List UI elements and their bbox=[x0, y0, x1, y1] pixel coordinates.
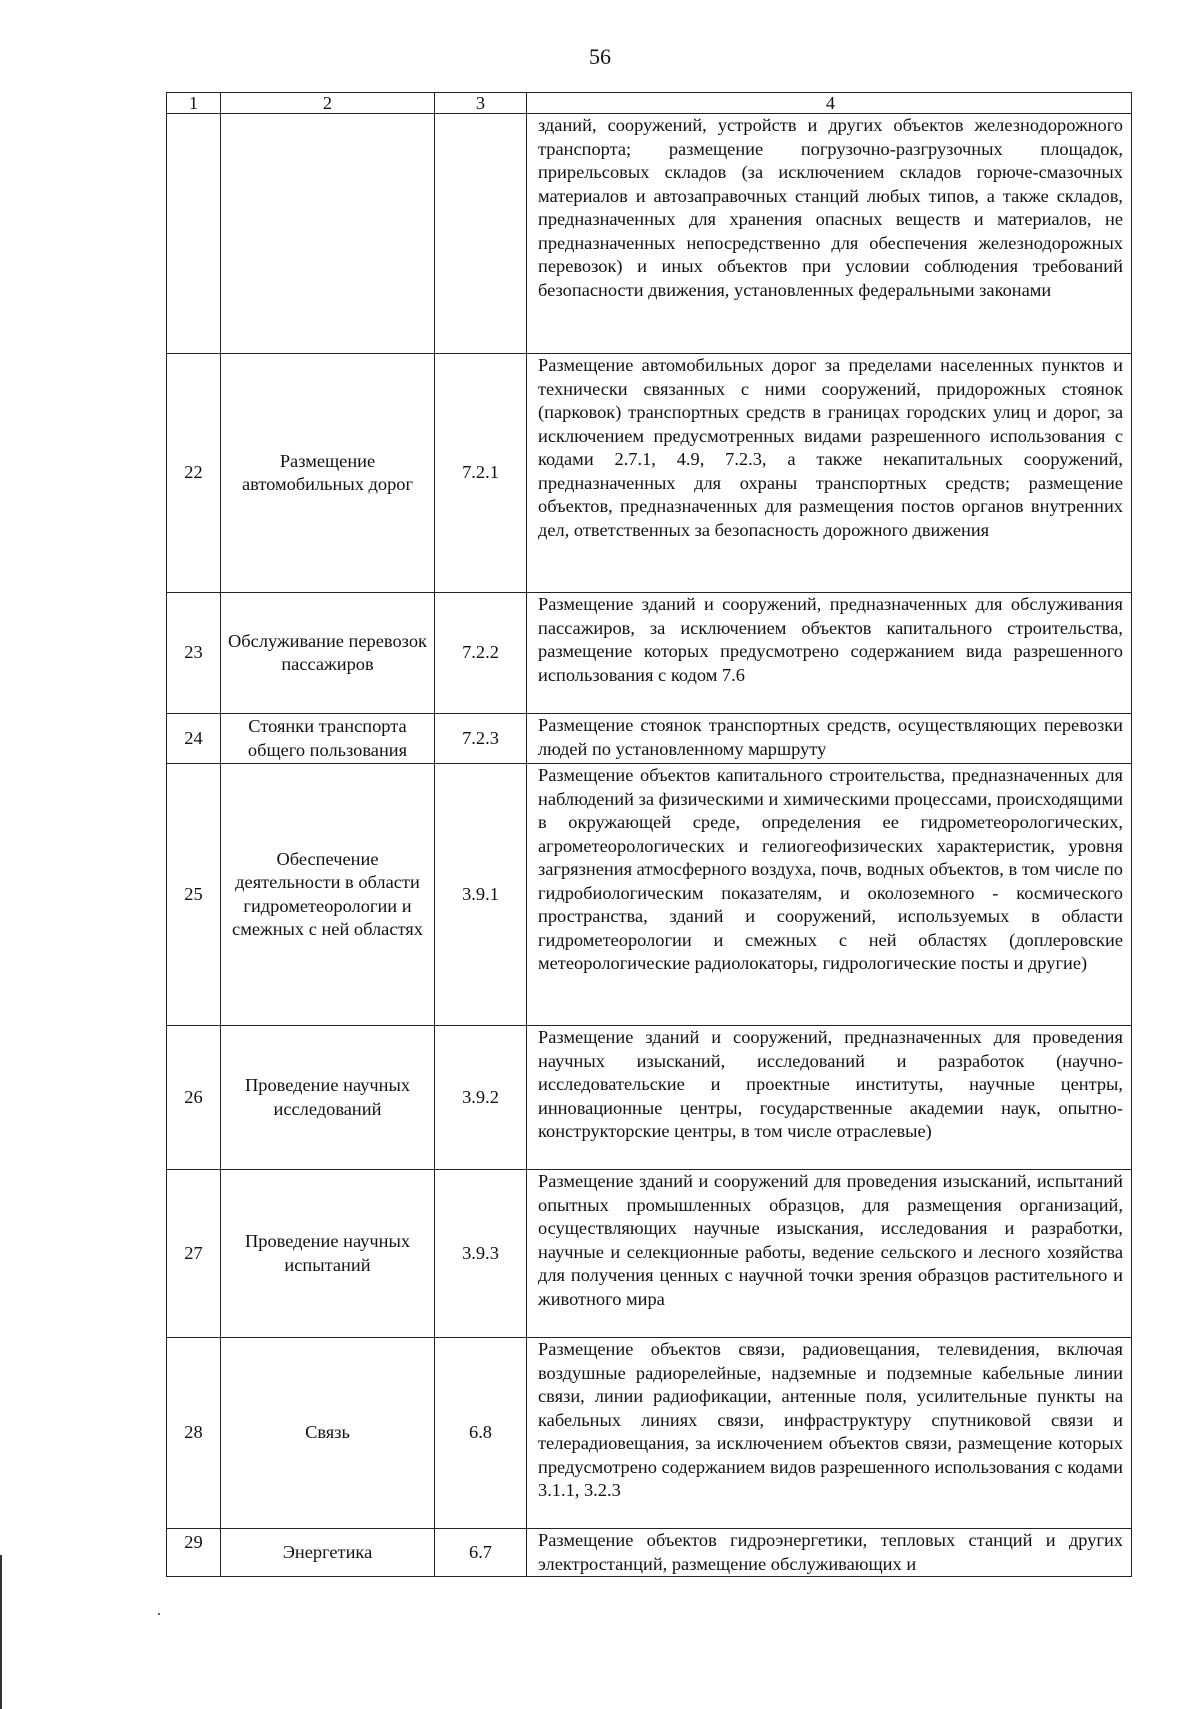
row-code: 6.8 bbox=[435, 1338, 527, 1529]
row-name: Обслуживание перевозок пассажиров bbox=[221, 593, 435, 714]
row-description: Размещение зданий и сооружений, предназначенных для обслуживания пассажиров, за исключением объектов капитального строительства, размещение которых предусмотрено содержанием вида разрешенного использования с кодом 7.6 bbox=[527, 593, 1132, 714]
table-row bbox=[167, 1338, 1132, 1529]
row-code: 3.9.3 bbox=[435, 1170, 527, 1338]
row-code: 7.2.3 bbox=[435, 714, 527, 764]
table-row bbox=[167, 1529, 1132, 1577]
table-row bbox=[167, 354, 1132, 593]
row-description: Размещение стоянок транспортных средств, осуществляющих перевозки людей по установленному маршруту bbox=[527, 714, 1132, 764]
column-header-2: 2 bbox=[221, 93, 435, 114]
row-name: Проведение научных испытаний bbox=[221, 1170, 435, 1338]
row-number: 25 bbox=[167, 764, 221, 1026]
row-code: 6.7 bbox=[435, 1529, 527, 1577]
row-description: Размещение зданий и сооружений для проведения изысканий, испытаний опытных промышленных образцов, для размещения организаций, осуществляющих научные изыскания, исследования и разработки, научные и селекционные работы, ведение сельского и лесного хозяйства для получения ценных с научной точки зрения образцов растительного и животного мира bbox=[527, 1170, 1132, 1338]
row-number: 23 bbox=[167, 593, 221, 714]
table-row bbox=[167, 1026, 1132, 1170]
row-description: Размещение объектов связи, радиовещания, телевидения, включая воздушные радиорелейные, надземные и подземные кабельные линии связи, линии радиофикации, антенные поля, усилительные пункты на кабельных линиях связи, инфраструктуру спутниковой связи и телерадиовещания, за исключением объектов связи, размещение которых предусмотрено содержанием видов разрешенного использования с кодами 3.1.1, 3.2.3 bbox=[527, 1338, 1132, 1529]
row-code bbox=[435, 114, 527, 354]
scan-margin-line bbox=[0, 1555, 2, 1709]
column-header-1: 1 bbox=[167, 93, 221, 114]
page-number: 56 bbox=[589, 44, 611, 69]
row-number: 26 bbox=[167, 1026, 221, 1170]
table-header-row bbox=[167, 93, 1132, 114]
row-name: Размещение автомобильных дорог bbox=[221, 354, 435, 593]
table-row bbox=[167, 764, 1132, 1026]
row-number: 24 bbox=[167, 714, 221, 764]
column-header-3: 3 bbox=[435, 93, 527, 114]
row-description: Размещение объектов капитального строительства, предназначенных для наблюдений за физическими и химическими процессами, происходящими в окружающей среде, определения ее гидрометеорологических, агрометеорологических и гелиогеофизических характеристик, уровня загрязнения атмосферного воздуха, почв, водных объектов, в том числе по гидробиологическим показателям, и околоземного - космического пространства, зданий и сооружений, используемых в области гидрометеорологии и смежных с ней областях (доплеровские метеорологические радиолокаторы, гидрологические посты и другие) bbox=[527, 764, 1132, 1026]
table-row bbox=[167, 1170, 1132, 1338]
row-name bbox=[221, 114, 435, 354]
row-name: Обеспечение деятельности в области гидрометеорологии и смежных с ней областях bbox=[221, 764, 435, 1026]
row-description: зданий, сооружений, устройств и других объектов железнодорожного транспорта; размещение погрузочно-разгрузочных площадок, прирельсовых складов (за исключением складов горюче-смазочных материалов и автозаправочных станций любых типов, а также складов, предназначенных для хранения опасных веществ и материалов, не предназначенных непосредственно для обеспечения железнодорожных перевозок) и иных объектов при условии соблюдения требований безопасности движения, установленных федеральными законами bbox=[527, 114, 1132, 354]
row-code: 3.9.1 bbox=[435, 764, 527, 1026]
row-code: 7.2.2 bbox=[435, 593, 527, 714]
row-name: Связь bbox=[221, 1338, 435, 1529]
table-row bbox=[167, 714, 1132, 764]
row-name: Энергетика bbox=[221, 1529, 435, 1577]
table-row bbox=[167, 593, 1132, 714]
scan-speck bbox=[158, 1613, 160, 1615]
row-name: Проведение научных исследований bbox=[221, 1026, 435, 1170]
row-number: 22 bbox=[167, 354, 221, 593]
column-header-4: 4 bbox=[527, 93, 1132, 114]
row-number bbox=[167, 114, 221, 354]
row-name: Стоянки транспорта общего пользования bbox=[221, 714, 435, 764]
row-description: Размещение объектов гидроэнергетики, тепловых станций и других электростанций, размещение обслуживающих и bbox=[527, 1529, 1132, 1577]
row-description: Размещение автомобильных дорог за пределами населенных пунктов и технически связанных с ними сооружений, придорожных стоянок (парковок) транспортных средств в границах городских улиц и дорог, за исключением предусмотренных видами разрешенного использования с кодами 2.7.1, 4.9, 7.2.3, а также некапитальных сооружений, предназначенных для охраны транспортных средств; размещение объектов, предназначенных для размещения постов органов внутренних дел, ответственных за безопасность дорожного движения bbox=[527, 354, 1132, 593]
land-use-table bbox=[166, 92, 1132, 1577]
table-row bbox=[167, 114, 1132, 354]
row-number: 28 bbox=[167, 1338, 221, 1529]
row-code: 3.9.2 bbox=[435, 1026, 527, 1170]
row-description: Размещение зданий и сооружений, предназначенных для проведения научных изысканий, исследований и разработок (научно-исследовательские и проектные институты, научные центры, инновационные центры, государственные академии наук, опытно-конструкторские центры, в том числе отраслевые) bbox=[527, 1026, 1132, 1170]
row-code: 7.2.1 bbox=[435, 354, 527, 593]
row-number: 29 bbox=[167, 1529, 221, 1577]
row-number: 27 bbox=[167, 1170, 221, 1338]
